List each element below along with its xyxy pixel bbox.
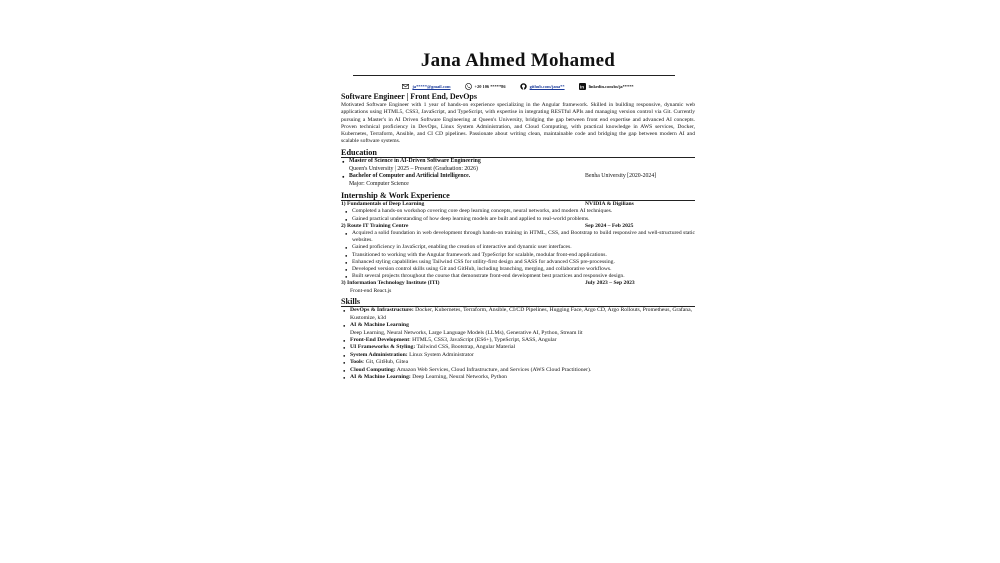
school-name: Benha University [2020-2024] <box>585 173 657 180</box>
skill-label: UI Frameworks & Styling: <box>350 344 416 351</box>
job-header <box>341 280 695 287</box>
headline: Software Engineer | Front End, DevOps <box>341 92 477 101</box>
degree-title: ● Bachelor of Computer and Artificial Intelligence. <box>349 173 471 180</box>
svg-text:in: in <box>579 84 584 90</box>
job-title: 2) Route IT Training Centre <box>341 222 409 229</box>
skill-label: Front-End Development <box>350 336 410 343</box>
skill-label: System Administration: <box>350 351 408 358</box>
skill-item <box>341 344 695 351</box>
job-title: 1) Fundamentals of Deep Learning <box>341 201 425 208</box>
skill-text: Deep Learning, Neural Networks, Large Language Models (LLMs), Generative AI, Python, Stream lit <box>350 329 583 336</box>
job-org: NVIDIA & Digilians <box>585 201 634 208</box>
education-detail: Major: Computer Science <box>349 181 409 188</box>
name-divider <box>353 75 675 76</box>
job-dates: Sep 2024 – Feb 2025 <box>585 222 634 229</box>
skill-item <box>341 307 695 322</box>
skill-item <box>341 352 695 359</box>
linkedin-icon <box>579 83 586 90</box>
job-note: Front-end React.js <box>350 287 392 294</box>
github-icon <box>520 83 527 90</box>
skill-item <box>341 374 695 381</box>
skills-heading: Skills <box>341 297 695 308</box>
skill-text: : HTML5, CSS3, JavaScript (ES6+), TypeScript, SASS, Angular <box>409 336 557 343</box>
github-link[interactable]: github.com/jana** <box>529 83 565 89</box>
skill-text: Docker, Kubernetes, Terraform, Ansible, CI/CD Pipelines, Hugging Face, Argo CD, Argo Rollouts, Prometheus, Grafana, Kustomize, k3d <box>350 307 693 321</box>
job-bullet: ● Acquired a solid foundation in web development through hands-on training in HTML, CSS, and Bootstrap to build responsive and well-structured static websites. <box>341 230 695 244</box>
email-icon <box>402 83 409 90</box>
phone-number[interactable]: +20 106 *****86 <box>474 83 506 89</box>
email-contact[interactable] <box>402 83 450 90</box>
education-item <box>341 173 695 181</box>
skill-label: DevOps & Infrastructure: <box>350 307 414 314</box>
resume-page <box>341 48 695 548</box>
skill-item <box>341 367 695 374</box>
experience-section <box>341 201 695 295</box>
phone-contact[interactable] <box>465 83 506 90</box>
job-bullet: ● Completed a hands-on workshop covering core deep learning concepts, neural networks, and modern AI techniques. <box>341 208 695 215</box>
job-bullet: ● Gained proficiency in JavaScript, enabling the creation of interactive and dynamic user interfaces. <box>341 244 695 251</box>
contact-bar <box>341 81 695 91</box>
summary-paragraph: Motivated Software Engineer with 1 year of hands-on experience specializing in the Angular framework. Skilled in building responsive, dynamic web applications using HTML5, CSS3, JavaScript, and TypeScript, with expertise in integrating RESTful APIs and managing version control via Git. Currently pursuing a Master's in AI Driven Software Engineering at Queen's University, bridging the gap between front end expertise and advanced AI concepts. Proven technical proficiency in DevOps, Linux System Administration, and Cloud Computing, with practical knowledge in AWS services, Docker, Kubernetes, Terraform, Ansible, and CI CD pipelines. Passionate about writing clean, maintainable code and bridging the gap between modern AI and scalable software systems. <box>341 102 695 145</box>
job-bullet: ● Transitioned to working with the Angular framework and TypeScript for scalable, modular front-end applications. <box>341 252 695 259</box>
skill-label: Cloud Computing: <box>350 366 396 373</box>
job-bullet: ● Enhanced styling capabilities using Tailwind CSS for utility-first design and SASS for advanced CSS pre-processing. <box>341 259 695 266</box>
job-bullet: ● Gained practical understanding of how deep learning models are built and applied to real-world problems. <box>341 216 695 223</box>
education-item <box>341 158 695 166</box>
skill-item <box>341 359 695 366</box>
skill-text: Linux System Administrator <box>407 351 474 358</box>
education-heading: Education <box>341 148 695 159</box>
skills-section <box>341 307 695 381</box>
job-dates: July 2023 – Sep 2023 <box>585 280 635 287</box>
job-header <box>341 223 695 230</box>
job-bullet: ● Developed version control skills using Git and GitHub, including branching, merging, and collaborative workflows. <box>341 266 695 273</box>
skill-label: AI & Machine Learning: <box>350 373 411 380</box>
skill-label: AI & Machine Learning <box>350 322 409 329</box>
skill-text: : Git, GitHub, Gitea <box>362 359 409 366</box>
job-title: 3) Information Technology Institute (ITI) <box>341 280 440 287</box>
github-contact[interactable] <box>520 83 565 90</box>
skill-label: Tools <box>350 359 363 366</box>
experience-heading: Internship & Work Experience <box>341 191 695 202</box>
skill-text: Deep Learning, Neural Networks, Python <box>410 373 508 380</box>
skill-item <box>341 322 695 337</box>
job-header <box>341 201 695 208</box>
job-bullet: ● Built several projects throughout the course that demonstrate front-end development best practices and responsive design. <box>341 273 695 280</box>
phone-icon <box>465 83 472 90</box>
skill-text: Amazon Web Services, Cloud Infrastructure, and Services (AWS Cloud Practitioner). <box>395 366 592 373</box>
linkedin-contact[interactable] <box>579 83 634 90</box>
skill-text: Tailwind CSS, Bootstrap, Angular Material <box>415 344 516 351</box>
education-detail: Queen's University | 2025 – Present (Graduation: 2026) <box>349 165 478 172</box>
education-section <box>341 158 695 188</box>
degree-title: Master of Science in AI-Driven Software Engineering <box>349 158 481 165</box>
email-link[interactable]: ja*****@gmail.com <box>412 83 451 89</box>
linkedin-link[interactable]: linkedin.com/in/ja***** <box>588 83 634 89</box>
candidate-name: Jana Ahmed Mohamed <box>420 50 616 71</box>
skill-item <box>341 337 695 344</box>
